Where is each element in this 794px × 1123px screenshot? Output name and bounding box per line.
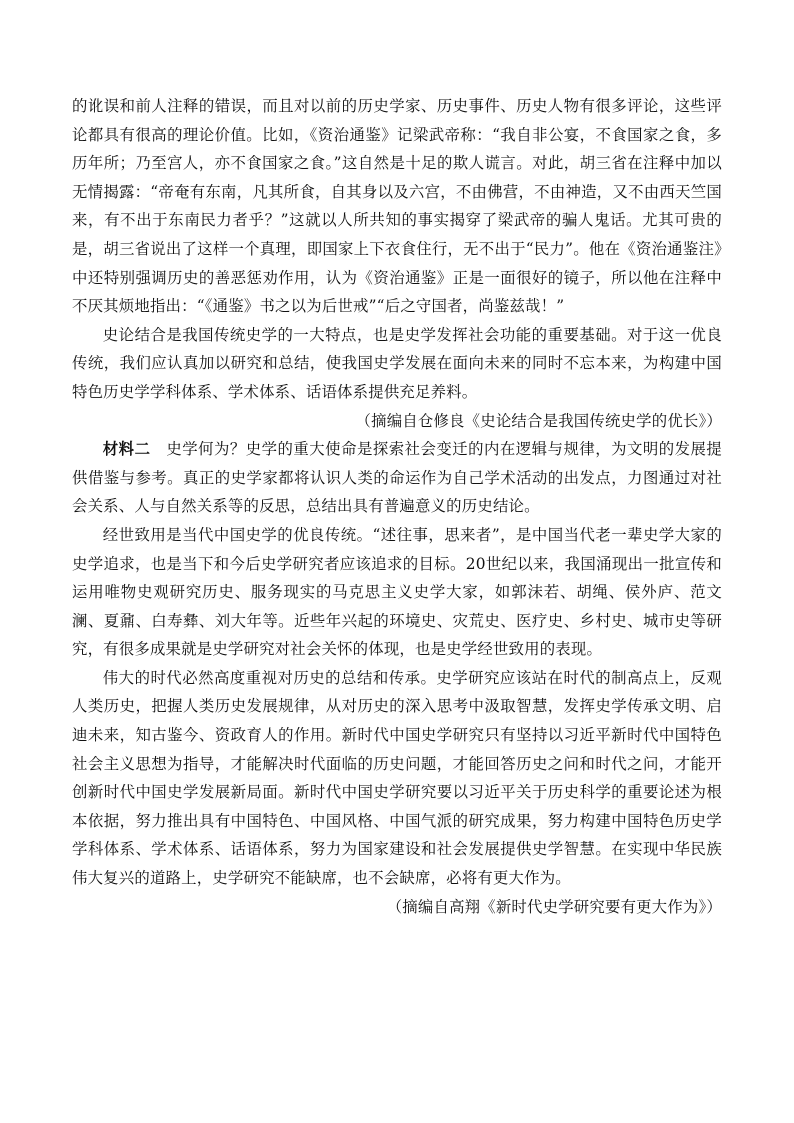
document-page	[72, 92, 722, 921]
material2-paragraph-1-text: 史学何为？史学的重大使命是探索社会变迁的内在逻辑与规律，为文明的发展提供借鉴与参考。真正的史学家都将认识人类的命运作为自己学术活动的出发点，力图通过对社会关系、人与自然关系等的反思，总结出具有普遍意义的历史结论。	[72, 440, 722, 516]
material1-source-citation: （摘编自仓修良《史论结合是我国传统史学的优长》）	[355, 411, 722, 430]
material2-source-citation: （摘编自高翔《新时代史学研究要有更大作为》）	[386, 897, 722, 916]
material2-paragraph-3: 伟大的时代必然高度重视对历史的总结和传承。史学研究应该站在时代的制高点上，反观人类历史，把握人类历史发展规律，从对历史的深入思考中汲取智慧，发挥史学传承文明、启迪未来，知古鉴今、资政育人的作用。新时代中国史学研究只有坚持以习近平新时代中国特色社会主义思想为指导，才能解决时代面临的历史问题，才能回答历史之问和时代之问，才能开创新时代中国史学发展新局面。新时代中国史学研究要以习近平关于历史科学的重要论述为根本依据，努力推出具有中国特色、中国风格、中国气派的研究成果，努力构建中国特色历史学学科体系、学术体系、话语体系，努力为国家建设和社会发展提供史学智慧。在实现中华民族伟大复兴的道路上，史学研究不能缺席，也不会缺席，必将有更大作为。	[72, 668, 722, 888]
material2-paragraph-1	[72, 435, 722, 521]
material1-paragraph-1: 的讹误和前人注释的错误，而且对以前的历史学家、历史事件、历史人物有很多评论，这些评论都具有很高的理论价值。比如，《资治通鉴》记梁武帝称：“我自非公宴，不食国家之食，多历年所；乃至宫人，亦不食国家之食。”这自然是十足的欺人谎言。对此，胡三省在注释中加以无情揭露：“帝奄有东南，凡其所食，自其身以及六宫，不由佛营，不由神造，又不由西天竺国来，有不出于东南民力者乎？”这就以人所共知的事实揭穿了梁武帝的骗人鬼话。尤其可贵的是，胡三省说出了这样一个真理，即国家上下衣食住行，无不出于“民力”。他在《资治通鉴注》中还特别强调历史的善恶惩劝作用，认为《资治通鉴》正是一面很好的镜子，所以他在注释中不厌其烦地指出：“《通鉴》书之以为后世戒”“后之守国者，尚鉴兹哉！”	[72, 97, 722, 316]
material1-paragraph-2: 史论结合是我国传统史学的一大特点，也是史学发挥社会功能的重要基础。对于这一优良传统，我们应认真加以研究和总结，使我国史学发展在面向未来的同时不忘本来，为构建中国特色历史学学科体系、学术体系、话语体系提供充足养料。	[72, 325, 722, 401]
material2-paragraph-2: 经世致用是当代中国史学的优良传统。“述往事，思来者”，是中国当代老一辈史学大家的史学追求，也是当下和今后史学研究者应该追求的目标。20世纪以来，我国涌现出一批宣传和运用唯物史观研究历史、服务现实的马克思主义史学大家，如郭沫若、胡绳、侯外庐、范文澜、夏鼐、白寿彝、刘大年等。近些年兴起的环境史、灾荒史、医疗史、乡村史、城市史等研究，有很多成果就是史学研究对社会关怀的体现，也是史学经世致用的表现。	[72, 525, 722, 659]
material2-label-spacer	[150, 440, 166, 458]
material2-label: 材料二	[102, 440, 151, 459]
